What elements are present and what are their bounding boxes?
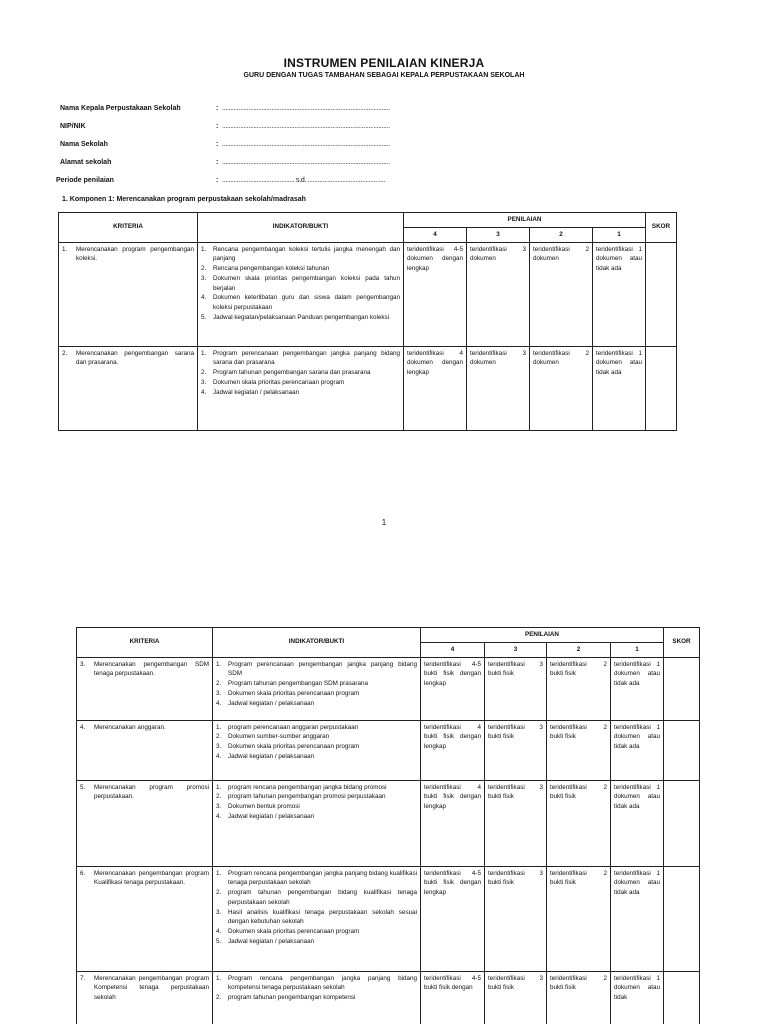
criterion-text: Merencanakan program pengembangan koleksi. (76, 245, 194, 263)
field-blank: ............................................ s.d. ............................................... (222, 177, 386, 184)
indicator-text: Dokumen skala prioritas perencanaan program (213, 378, 345, 386)
field-blank: ...................................................................................................... (222, 141, 390, 148)
table-row (77, 780, 700, 866)
assessment-table-2 (76, 627, 700, 1024)
section-title: 1. Komponen 1: Merencanakan program perpustakaan sekolah/madrasah (62, 196, 306, 203)
indicator-text: Hasil analisis kualifikasi tenaga perpustakaan sekolah sesuai dengan kebutuhan sekolah (228, 908, 417, 926)
header-indikator: INDIKATOR/BUKTI (213, 628, 421, 658)
table-row (77, 657, 700, 720)
indicator-number: 3. (216, 743, 222, 750)
indicator-number: 1. (216, 723, 222, 731)
score-level-1: teridentifikasi 1 dokumen atau tidak ada (611, 657, 664, 720)
score-level-4: teridentifikasi 4 dokumen dengan lengkap (404, 346, 467, 430)
indicator-number: 3. (201, 274, 207, 282)
document-subtitle: GURU DENGAN TUGAS TAMBAHAN SEBAGAI KEPALA PERPUSTAKAAN SEKOLAH (243, 72, 525, 79)
skor-cell (664, 720, 700, 780)
indicator-text: Rencana pengembangan koleksi tertulis jangka menengah dan panjang (213, 245, 400, 263)
indicator-text: Program tahunan pengembangan sarana dan prasarana (213, 369, 371, 376)
score-level-3: teridentifikasi 3 bukti fisik (485, 780, 547, 866)
indicator-number: 2. (216, 680, 222, 687)
indicator-number: 4. (216, 699, 222, 707)
header-kriteria: KRITERIA (59, 213, 198, 243)
field-label: Periode penilaian (56, 177, 114, 184)
criterion-text: Merencanakan anggaran. (94, 723, 166, 731)
score-level-2: teridentifikasi 2 bukti fisik (547, 780, 611, 866)
criterion-text: Merencanakan program promosi perpustakaan. (94, 783, 209, 801)
score-level-3: teridentifikasi 3 dokumen (467, 346, 530, 430)
field-colon: : (216, 159, 219, 166)
score-level-3: teridentifikasi 3 dokumen (467, 242, 530, 346)
header-level-1: 1 (593, 227, 646, 242)
document-page-2 (0, 592, 768, 1024)
field-blank: ...................................................................................................... (222, 105, 390, 112)
score-level-3: teridentifikasi 3 bukti fisik (485, 971, 547, 1024)
criterion-number: 7. (80, 974, 86, 982)
indicator-number: 5. (216, 937, 222, 945)
header-penilaian: PENILAIAN (421, 628, 664, 643)
indicator-text: Dokumen keterlibatan guru dan siswa dalam pengembangan koleksi perpustakaan (213, 294, 400, 311)
indicator-text: program tahunan pengembangan kompetensi (228, 994, 356, 1001)
criterion-text: Merencanakan pengembangan program Kompetensi tenaga perpustakaan sekolah (94, 974, 209, 1001)
field-colon: : (216, 123, 219, 130)
header-level-1: 1 (611, 642, 664, 657)
header-indikator: INDIKATOR/BUKTI (198, 213, 404, 243)
criterion-text: Merencanakan pengembangan program Kualifikasi tenaga perpustakaan. (94, 869, 209, 887)
indicator-number: 4. (216, 928, 222, 935)
indicator-text: Jadwal kegiatan / pelaksanaan (228, 937, 315, 945)
score-level-1: teridentifikasi 1 dokumen atau tidak ada (611, 780, 664, 866)
score-level-4: teridentifikasi 4-5 bukti fisik dengan lengkap (421, 866, 485, 971)
document-title: INSTRUMEN PENILAIAN KINERJA (283, 56, 485, 70)
header-level-4: 4 (404, 227, 467, 242)
field-blank: ...................................................................................................... (222, 123, 390, 130)
score-level-4: teridentifikasi 4 bukti fisik dengan lengkap (421, 720, 485, 780)
criterion-number: 2. (62, 349, 68, 357)
score-level-4: teridentifikasi 4 bukti fisik dengan lengkap (421, 780, 485, 866)
field-label: Nama Kepala Perpustakaan Sekolah (60, 105, 181, 112)
field-colon: : (216, 105, 219, 112)
score-level-4: teridentifikasi 4-5 bukti fisik dengan lengkap (421, 657, 485, 720)
indicator-number: 2. (216, 994, 222, 1001)
score-level-2: teridentifikasi 2 bukti fisik (547, 657, 611, 720)
indicator-text: Jadwal kegiatan/pelaksanaan Panduan pengembangan koleksi (213, 313, 390, 321)
indicator-number: 2. (216, 889, 222, 896)
header-level-2: 2 (530, 227, 593, 242)
assessment-table-1 (58, 212, 677, 431)
score-level-3: teridentifikasi 3 bukti fisik (485, 657, 547, 720)
score-level-3: teridentifikasi 3 bukti fisik (485, 866, 547, 971)
skor-cell (646, 242, 677, 346)
skor-cell (664, 657, 700, 720)
score-level-4: teridentifikasi 4-5 bukti fisik dengan (421, 971, 485, 1024)
field-colon: : (216, 177, 219, 184)
indicator-text: Program rencana pengembangan jangka panjang bidang kompetensi tenaga perpustakaan sekolah (228, 974, 417, 992)
indicator-number: 2. (216, 733, 222, 741)
indicator-text: Dokumen skala prioritas perencanaan program (228, 689, 360, 697)
header-level-4: 4 (421, 642, 485, 657)
score-level-1: teridentifikasi 1 dokumen atau tidak ada (593, 242, 646, 346)
indicator-text: program rencana pengembangan jangka bidang promosi (228, 783, 387, 791)
score-level-2: teridentifikasi 2 dokumen (530, 242, 593, 346)
score-level-2: teridentifikasi 2 bukti fisik (547, 720, 611, 780)
indicator-number: 1. (216, 974, 222, 982)
criterion-text: Merencanakan pengembangan sarana dan prasarana. (76, 349, 194, 367)
field-label: NIP/NIK (60, 123, 86, 130)
header-kriteria: KRITERIA (77, 628, 213, 658)
score-level-2: teridentifikasi 2 bukti fisik (547, 866, 611, 971)
score-level-3: teridentifikasi 3 bukti fisik (485, 720, 547, 780)
indicator-number: 3. (216, 689, 222, 697)
field-label: Nama Sekolah (60, 141, 108, 148)
table-row (59, 346, 677, 430)
page-gap (0, 560, 768, 592)
indicator-text: Jadwal kegiatan / pelaksanaan (228, 699, 315, 707)
indicator-text: program perencanaan anggaran perpustakaan (228, 723, 359, 731)
indicator-number: 1. (201, 245, 207, 253)
table-row (77, 971, 700, 1024)
header-level-3: 3 (467, 227, 530, 242)
skor-cell (664, 971, 700, 1024)
indicator-number: 4. (201, 294, 207, 302)
score-level-2: teridentifikasi 2 dokumen (530, 346, 593, 430)
indicator-number: 1. (216, 783, 222, 791)
score-level-1: teridentifikasi 1 dokumen atau tidak (611, 971, 664, 1024)
header-skor: SKOR (664, 628, 700, 658)
score-level-2: teridentifikasi 2 bukti fisik (547, 971, 611, 1024)
indicator-number: 3. (216, 908, 222, 916)
criterion-text: Merencanakan pengembangan SDM tenaga perpustakaan. (94, 660, 209, 678)
indicator-number: 1. (201, 349, 207, 357)
criterion-number: 5. (80, 783, 86, 791)
indicator-number: 2. (201, 369, 207, 376)
indicator-text: Jadwal kegiatan / pelaksanaan (228, 752, 315, 760)
field-colon: : (216, 141, 219, 148)
indicator-text: Program rencana pengembangan jangka panjang bidang kualifikasi tenaga perpustakaan sekolah (228, 869, 417, 887)
indicator-text: Jadwal kegiatan / pelaksanaan (228, 812, 315, 820)
header-skor: SKOR (646, 213, 677, 243)
skor-cell (664, 866, 700, 971)
page-number: 1 (381, 518, 387, 527)
field-label: Alamat sekolah (60, 159, 112, 166)
score-level-1: teridentifikasi 1 dokumen atau tidak ada (611, 720, 664, 780)
criterion-number: 4. (80, 723, 86, 731)
table-row (59, 242, 677, 346)
skor-cell (646, 346, 677, 430)
indicator-number: 4. (216, 752, 222, 760)
indicator-number: 3. (201, 378, 207, 386)
indicator-text: Dokumen sumber-sumber anggaran (228, 733, 330, 741)
indicator-number: 4. (216, 812, 222, 820)
indicator-text: Dokumen skala prioritas perencanaan program (228, 743, 360, 750)
indicator-text: Jadwal kegiatan / pelaksanaan (213, 388, 300, 396)
indicator-number: 1. (216, 869, 222, 877)
score-level-1: teridentifikasi 1 dokumen atau tidak ada (593, 346, 646, 430)
indicator-number: 2. (216, 793, 222, 801)
indicator-text: Dokumen skala prioritas pengembangan koleksi pada tahun berjalan (213, 274, 400, 292)
criterion-number: 6. (80, 869, 86, 877)
indicator-text: Program perencanaan pengembangan jangka panjang bidang sarana dan prasarana (213, 349, 400, 367)
indicator-text: Rencana pengembangan koleksi tahunan (213, 265, 330, 272)
indicator-text: program tahunan pengembangan promosi perpustakaan (228, 793, 386, 801)
field-blank: ...................................................................................................... (222, 159, 390, 166)
score-level-1: teridentifikasi 1 dokumen atau tidak ada (611, 866, 664, 971)
indicator-number: 1. (216, 660, 222, 668)
criterion-number: 3. (80, 660, 86, 668)
criterion-number: 1. (62, 245, 68, 253)
table-row (77, 720, 700, 780)
header-penilaian: PENILAIAN (404, 213, 646, 228)
indicator-number: 4. (201, 388, 207, 396)
header-level-2: 2 (547, 642, 611, 657)
indicator-text: Dokumen skala prioritas perencanaan program (228, 928, 360, 935)
indicator-text: Program perencanaan pengembangan jangka panjang bidang SDM (228, 660, 417, 678)
indicator-number: 5. (201, 313, 207, 321)
table-row (77, 866, 700, 971)
indicator-text: Dokumen bentuk promosi (228, 803, 300, 810)
score-level-4: teridentifikasi 4-5 dokumen dengan lengkap (404, 242, 467, 346)
indicator-number: 2. (201, 265, 207, 272)
skor-cell (664, 780, 700, 866)
indicator-text: program tahunan pengembangan bidang kualifikasi tenaga perpustakaan sekolah (228, 889, 417, 906)
indicator-text: Program tahunan pengembangan SDM prasarana (228, 680, 369, 687)
header-level-3: 3 (485, 642, 547, 657)
indicator-number: 3. (216, 803, 222, 810)
